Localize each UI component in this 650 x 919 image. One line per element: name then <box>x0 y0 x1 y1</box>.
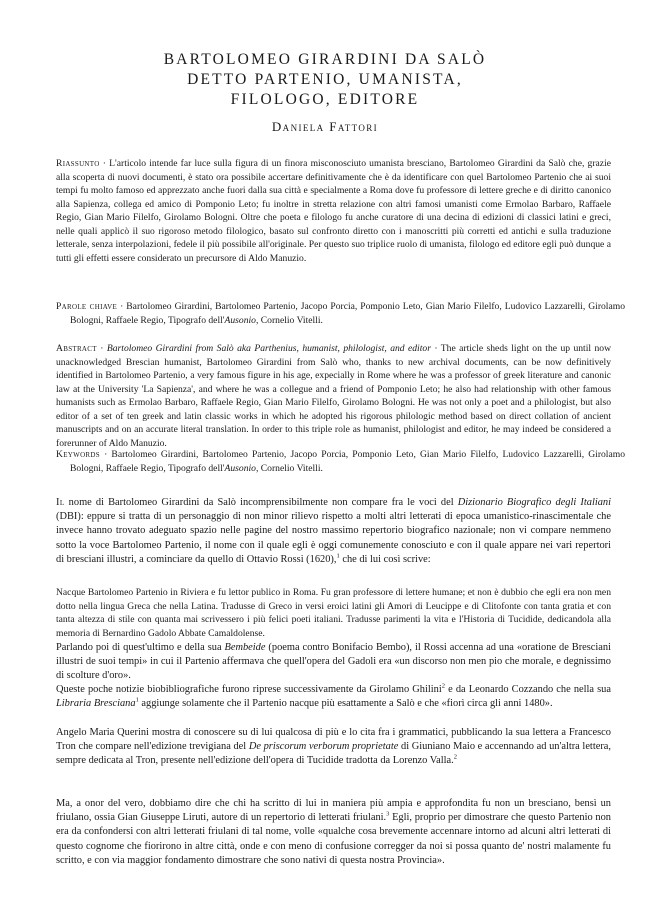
body1-text-3: che di lui così scrive: <box>339 553 431 565</box>
body-paragraph-4 <box>56 726 611 769</box>
body-paragraph-1 <box>56 496 611 567</box>
parole-chiave-italic: Ausonio <box>224 314 256 326</box>
body4-text-2: di Giuniano Maio e accennando ad un'altra lettera, sempre dedicata al Tron, presente nell'edizione dell'opera di Tucidide tradotta da Lorenzo Valla. <box>56 741 611 767</box>
body3-text-1: Queste poche notizie biobibliografiche furono riprese successivamente da Girolamo Ghilini <box>56 684 442 695</box>
footnote-ref: 1 <box>336 552 340 560</box>
body2-italic: Bembeide <box>224 642 266 653</box>
keywords-text: · Bartolomeo Girardini, Bartolomeo Partenio, Jacopo Porcia, Pomponio Leto, Gian Mario Filelfo, Ludovico Lazzarelli, Girolamo Bologni, Raffaele Regio, Tipografo dell' <box>70 449 625 474</box>
body1-text-1: nome di Bartolomeo Girardini da Salò incomprensibilmente non compare fra le voci del <box>64 497 458 508</box>
title-line-2: DETTO PARTENIO, UMANISTA, <box>187 71 463 88</box>
body3-text-3: aggiunge solamente che il Partenio nacque più esattamente a Salò e che «fiorì circa gli anni 1480». <box>138 698 553 710</box>
parole-chiave-text: · Bartolomeo Girardini, Bartolomeo Partenio, Jacopo Porcia, Pomponio Leto, Gian Mario Filelfo, Ludovico Lazzarelli, Girolamo Bologni, Raffaele Regio, Tipografo dell' <box>70 301 625 326</box>
riassunto-text: · L'articolo intende far luce sulla figura di un finora misconosciuto umanista bresciano, Bartolomeo Girardini da Salò che, grazie alla scoperta di nuovi documenti, è stato ora possibile accertare definitivamente che è da identificare con quel Bartolomeo Partenio che ai suoi tempi fu molto famoso ed apprezzato anche fuori dalla sua città e specialmente a Roma dove fu professore di lettere greche e di diritto canonico alla Sapienza, collega ed amico di Pomponio Leto; fu inoltre in stretta relazione con altri famosi umanisti come Ermolao Barbaro, Raffaele Regio, Gian Mario Filelfo, Girolamo Bologni. Oltre che poeta e filologo fu anche curatore di una decina di edizioni di classici latini e greci, nelle quali applicò il suo rigoroso metodo filologico, basato sul confronto diretto con i manoscritti più corretti ed antichi e sulla traduzione letterale, senza interpolazioni, fedele il più possibile all'originale. Per questo suo triplice ruolo di umanista, filologo ed editore egli può dunque a tutti gli effetti essere considerato un precursore di Aldo Manuzio. <box>56 158 611 264</box>
body3-italic: Libraria Bresciana <box>56 698 136 710</box>
body1-text-2: (DBI): eppure si tratta di un personaggio di non minor rilievo rispetto a molti altri letterati di epoca umanistico-rinascimentale che invece hanno trovato adeguato spazio nelle pagine del nostro massimo repertorio biografico nazionale; non vi compare nemmeno sotto la voce Bartolomeo Partenio, il nome con il quale egli è oggi comunemente conosciuto e con il quale appare nei vari repertori di bresciani illustri, a cominciare da quello di Ottavio Rossi (1620), <box>56 511 611 565</box>
body3-text-2: e da Leonardo Cozzando che nella sua <box>445 684 611 695</box>
article-title <box>0 50 650 110</box>
abstract-block: Abstract · Bartolomeo Girardini from Salò aka Parthenius, humanist, philologist, and editor · The article sheds light on the up until now unacknowledged Brescian humanist, Bartolomeo Girardini from Salò who, thanks to new archival documents, can be now definitively identified in Bartolomeo Partenio, a very famous figure in his age, expecially in Rome where he was a professor of greek literature and canonic law at the University 'La Sapienza', and where he was a collegue and a friend of Pomponio Leto; he also had relationship with other famous humanists such as Ermolao Barbaro, Raffaele Regio, Gian Mario Filelfo, Girolamo Bologni. He was not only a poet and a philologist, but also editor of a set of ten greek and latin classic works in which he adopted his rigorous philologic method based on direct collation of ancient manuscripts and on an accurate literal translation. In order to this triple role as humanist, philologist and editor, he may indeed be considered a forerunner of Aldo Manuzio. <box>56 343 611 449</box>
footnote-ref: 3 <box>386 810 390 818</box>
body5-text-2: Egli, proprio per dimostrare che questo Partenio non era da confondersi con altri letterati friulani di tal nome, volle «qualche cosa brevemente accennare intorno ad alcuni altri letterati di questo cognome che fiorirono in altre città, onde e con meno di confusione corregger da noi si possa quanto de' nostri malamente fu scritto, e con via maggior fondamento dimostrare che sono nativi di questa nostra Provincia». <box>56 812 611 866</box>
body-paragraph-2 <box>56 641 611 684</box>
keywords-label: Keywords <box>56 449 100 460</box>
body2-text-2: (poema contro Bonifacio Bembo), il Rossi accenna ad una «oratione de Bresciani illustri de suoi tempi» in cui il Partenio affermava che quell'opera del Gadoli era «un discorso non men pio che morale, e degnissimo di scolture d'oro». <box>56 642 611 682</box>
body4-text-1: Angelo Maria Querini mostra di conoscere su di lui qualcosa di più e lo cita fra i grammatici, pubblicando la sua lettera a Francesco Tron che compare nell'edizione trevigiana del <box>56 727 611 753</box>
abstract-title-italic: Bartolomeo Girardini from Salò aka Parthenius, humanist, philologist, and editor <box>106 343 431 354</box>
body-paragraph-3 <box>56 683 611 711</box>
riassunto-label: Riassunto <box>56 158 100 169</box>
footnote-ref: 2 <box>441 682 445 690</box>
abstract-text: · The article sheds light on the up until now unacknowledged Brescian humanist, Bartolomeo Girardini from Salò who, thanks to new archival documents, can be now definitively identified in Bartolomeo Partenio, a very famous figure in his age, expecially in Rome where he was a professor of greek literature and canonic law at the University 'La Sapienza', and where he was a collegue and a friend of Pomponio Leto; he also had relationship with other famous humanists such as Ermolao Barbaro, Raffaele Regio, Gian Mario Filelfo, Girolamo Bologni. He was not only a poet and a philologist, but also editor of a set of ten greek and latin classic works in which he adopted his rigorous philologic method based on direct collation of ancient manuscripts and on an accurate literal translation. In order to this triple role as humanist, philologist and editor, he may indeed be considered a forerunner of Aldo Manuzio. <box>56 343 611 449</box>
body-paragraph-5 <box>56 797 611 868</box>
footnote-ref: 1 <box>135 696 139 704</box>
author-name: Daniela Fattori <box>271 119 379 134</box>
body1-italic-title: Dizionario Biografico degli Italiani <box>457 497 612 508</box>
footnote-ref: 2 <box>453 753 457 761</box>
body5-text-1: Ma, a onor del vero, dobbiamo dire che chi ha scritto di lui in maniera più ampia e approfondita fu non un bresciano, bensì un friulano, ossia Gian Giuseppe Liruti, autore di un repertorio di letterati friulani. <box>56 798 611 824</box>
initial-word: Il <box>56 497 65 508</box>
keywords-italic: Ausonio <box>224 462 256 474</box>
abstract-label: Abstract <box>56 343 97 354</box>
parole-chiave-block <box>56 300 625 327</box>
parole-chiave-text-end: , Cornelio Vitelli. <box>255 314 323 326</box>
title-line-3: FILOLOGO, EDITORE <box>230 91 420 108</box>
body4-italic: De priscorum verborum proprietate <box>248 741 399 753</box>
title-line-1: BARTOLOMEO GIRARDINI DA SALÒ <box>163 51 487 68</box>
parole-chiave-label: Parole chiave <box>56 301 118 312</box>
keywords-block <box>56 448 625 475</box>
block-quote: Nacque Bartolomeo Partenio in Riviera e fu lettor publico in Roma. Fu gran professore di lettere humane; et non è dubbio che egli era non men dotto nella lingua Greca che nella Latina. Tradusse di Greco in versi eroici latini gli Amori di Leucippe e di Clitofonte con tanta gratia et con tanta altezza di stile con quanta mai scrivessero i più felici poeti italiani. Tradusse parimenti la vita e l'Historia di Tucidide, dedicandola alla memoria di Bernardino Gadolo Abbate Camaldolense. <box>56 587 611 639</box>
body2-text-1: Parlando poi di quest'ultimo e della sua <box>56 642 225 653</box>
riassunto-block <box>56 157 611 265</box>
keywords-text-end: , Cornelio Vitelli. <box>255 462 323 474</box>
